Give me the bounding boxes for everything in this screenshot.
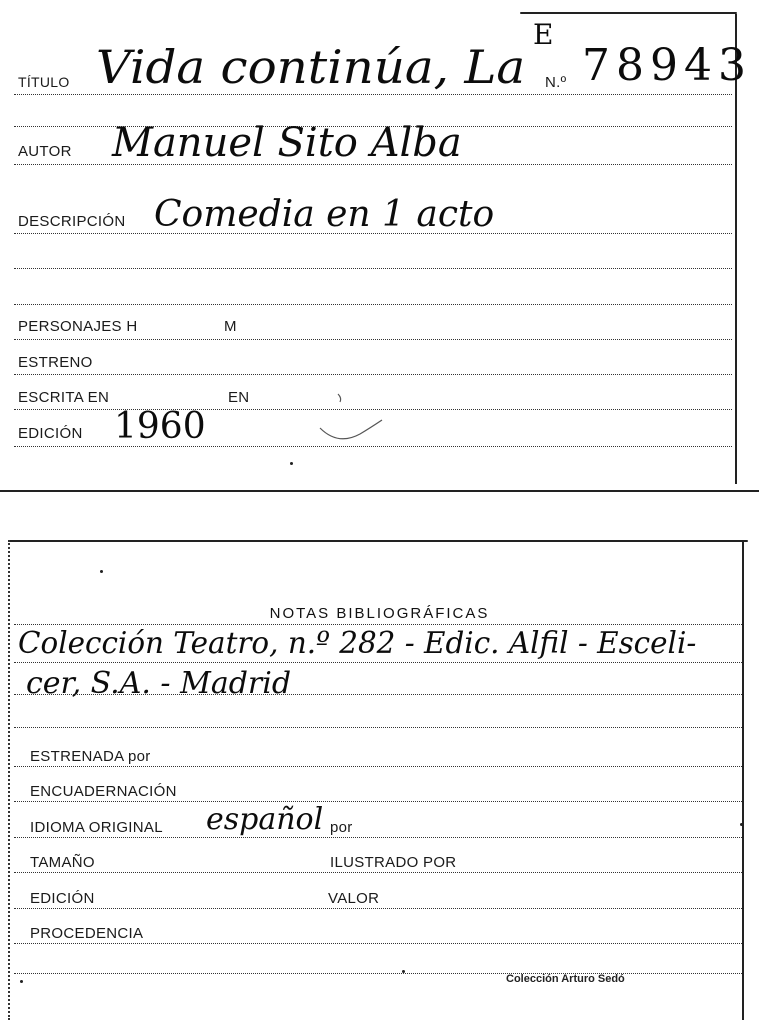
ruled-line xyxy=(14,339,732,340)
descripcion-label: DESCRIPCIÓN xyxy=(18,213,126,230)
ruled-line xyxy=(14,304,732,305)
numero-label: N.º xyxy=(545,74,567,91)
ruled-line xyxy=(14,943,742,944)
valor-label: VALOR xyxy=(328,890,380,907)
speck xyxy=(402,970,405,973)
speck xyxy=(740,823,743,826)
ilustrado-por-label: ILUSTRADO POR xyxy=(330,854,457,871)
ruled-line xyxy=(14,801,742,802)
corner-mark: E xyxy=(533,18,554,51)
notes-line-1: Colección Teatro, n.º 282 - Edic. Alfil - Esceli- xyxy=(18,626,697,661)
collection-footnote: Colección Arturo Sedó xyxy=(506,973,625,985)
encuadernacion-label: ENCUADERNACIÓN xyxy=(30,783,177,800)
numero-value: 78943 xyxy=(582,40,752,91)
titulo-label: TÍTULO xyxy=(18,74,70,90)
ruled-line xyxy=(14,233,732,234)
descripcion-value: Comedia en 1 acto xyxy=(154,194,495,235)
ruled-line xyxy=(14,94,732,95)
estreno-label: ESTRENO xyxy=(18,354,93,371)
tamano-label: TAMAÑO xyxy=(30,854,95,871)
ruled-line xyxy=(14,908,742,909)
ruled-line xyxy=(14,374,732,375)
ruled-line xyxy=(14,766,742,767)
estrenada-por-label: ESTRENADA por xyxy=(30,748,151,765)
notes-line-2: cer, S.A. - Madrid xyxy=(26,666,292,701)
procedencia-label: PROCEDENCIA xyxy=(30,925,144,942)
escrita-en-label: ESCRITA EN xyxy=(18,389,110,406)
catalog-card-notes xyxy=(0,540,759,1028)
personajes-h-label: PERSONAJES H xyxy=(18,318,138,335)
smudge-mark xyxy=(310,388,400,448)
ruled-line xyxy=(14,624,742,625)
card-edge xyxy=(0,490,759,492)
edicion-label-2: EDICIÓN xyxy=(30,890,95,907)
idioma-original-value: español xyxy=(206,802,324,837)
ruled-line xyxy=(14,164,732,165)
autor-value: Manuel Sito Alba xyxy=(112,120,462,166)
speck xyxy=(20,980,23,983)
titulo-value: Vida continúa, La xyxy=(96,40,526,94)
ruled-line xyxy=(14,694,742,695)
ruled-line xyxy=(14,727,742,728)
ruled-line xyxy=(14,268,732,269)
ruled-line xyxy=(14,837,742,838)
ruled-line xyxy=(14,973,742,974)
personajes-m-label: M xyxy=(224,318,237,335)
autor-label: AUTOR xyxy=(18,143,72,160)
edicion-label: EDICIÓN xyxy=(18,425,83,442)
en-label: EN xyxy=(228,389,250,406)
card-edge xyxy=(520,12,737,14)
catalog-card-main xyxy=(0,0,759,492)
card-edge xyxy=(8,540,748,542)
speck xyxy=(290,462,293,465)
notas-heading: NOTAS BIBLIOGRÁFICAS xyxy=(269,605,490,622)
idioma-original-label: IDIOMA ORIGINAL xyxy=(30,819,163,836)
speck xyxy=(100,570,103,573)
edicion-value: 1960 xyxy=(114,406,206,447)
ruled-line xyxy=(14,872,742,873)
idioma-por-label: por xyxy=(330,819,353,836)
ruled-line xyxy=(14,662,742,663)
